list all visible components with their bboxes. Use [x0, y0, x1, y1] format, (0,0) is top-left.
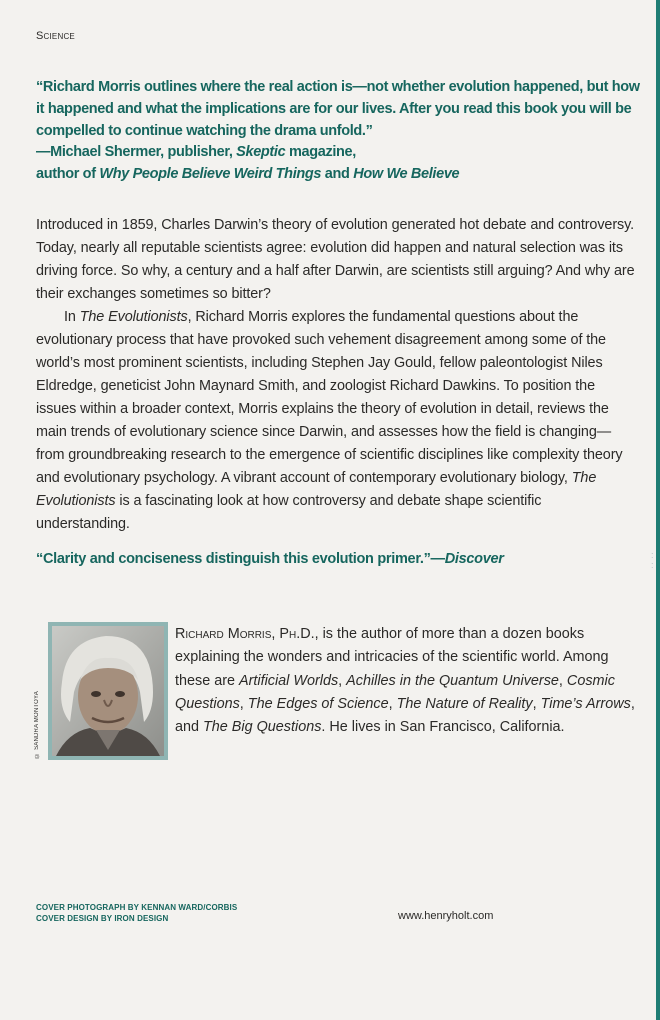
review-quote: [36, 548, 640, 570]
book-title-inline: The Evolutionists: [79, 309, 188, 325]
book-description: [36, 214, 636, 536]
p2-prefix: In: [64, 309, 80, 325]
author-photo: [48, 622, 168, 760]
review-quote-text: “Clarity and conciseness distinguish this evolution primer.”—: [36, 551, 445, 567]
p2-middle: , Richard Morris explores the fundamental questions about the evolutionary process that have provoked such vehement disagreement among some of the world’s most prominent scientists, including Stephen Jay Gould, fellow paleontologist Niles Eldredge, geneticist John Maynard Smith, and zoologist Richard Dawkins. To position the issues within a broader context, Morris explains the theory of evolution in detail, reviews the main trends of evolutionary science since Darwin, and assesses how the field is changing—from groundbreaking research to the emergence of scientific disciplines like complexity theory and evolutionary psychology. A vibrant account of contemporary evolutionary biology,: [36, 309, 623, 486]
author-bio: Richard Morris, Ph.D., is the author of more than a dozen books explaining the wonders and intricacies of the scientific world. Among these are Artificial Worlds, Achilles in the Quantum Universe, Cosmic Questions, The Edges of Science, The Nature of Reality, Time’s Arrows, and The Big Questions. He lives in San Francisco, California.: [175, 626, 635, 736]
bio-sep: ,: [338, 672, 347, 689]
bio-book-e: The Nature of Reality: [396, 695, 533, 712]
publisher-website[interactable]: www.henryholt.com: [398, 910, 494, 922]
author-portrait-image: [48, 622, 168, 760]
bio-sep: , and: [175, 695, 635, 736]
author-degree: Ph.D.: [279, 626, 315, 642]
book-title-2: How We Believe: [353, 166, 460, 183]
bio-sep: ,: [558, 672, 567, 689]
bio-text-2: . He lives in San Francisco, California.: [321, 719, 565, 736]
bio-book-c: Cosmic Questions: [175, 672, 615, 712]
endorsement-attribution: [36, 142, 640, 164]
book-title-1: Why People Believe Weird Things: [99, 166, 322, 183]
category-label: Science: [36, 30, 75, 42]
endorsement-quote: [36, 77, 640, 186]
review-source: Discover: [444, 551, 504, 567]
description-paragraph-1: Introduced in 1859, Charles Darwin’s theory of evolution generated hot debate and controversy. Today, nearly all reputable scientists agree: evolution did happen and natural selection was its driving force. So why, a century and a half after Darwin, are scientists still arguing? And why are their exchanges sometimes so bitter?: [36, 217, 635, 302]
endorsement-quote-text: “Richard Morris outlines where the real action is—not whether evolution happened, but how it happened and what the implications are for our lives. After you read this book you will be compelled to continue watching the drama unfold.”: [36, 79, 640, 139]
edge-marks: : :: [651, 550, 654, 570]
magazine-title: Skeptic: [236, 144, 286, 161]
p2-suffix: is a fascinating look at how controversy and debate shape scientific understanding.: [36, 493, 542, 532]
cover-photo-credit: COVER PHOTOGRAPH BY KENNAN WARD/CORBIS: [36, 903, 238, 912]
cover-design-credit: COVER DESIGN BY IRON DESIGN: [36, 914, 169, 923]
bio-text-1: , is the author of more than a dozen books explaining the wonders and intricacies of the scientific world. Among these are: [175, 626, 609, 689]
photo-credit: © SANDRA MONTOYA: [34, 691, 40, 758]
magazine-suffix: magazine,: [285, 144, 356, 161]
attribution-prefix: —Michael Shermer, publisher,: [36, 144, 237, 161]
description-paragraph-2: [36, 306, 636, 536]
cover-credits: [36, 902, 237, 924]
author-name: Richard Morris: [175, 626, 272, 642]
bio-sep: ,: [388, 695, 397, 712]
bio-book-a: Artificial Worlds: [239, 672, 339, 689]
bio-sep: ,: [532, 695, 541, 712]
book-title-inline-2: The Evolutionists: [36, 470, 597, 509]
right-edge-stripe: [656, 0, 660, 1020]
bio-book-f: Time’s Arrows: [540, 695, 631, 712]
bio-book-b: Achilles in the Quantum Universe: [346, 672, 559, 689]
bio-book-g: The Big Questions: [203, 719, 322, 736]
endorsement-author-books: [36, 164, 640, 186]
author-of: author of: [36, 166, 100, 183]
and-text: and: [321, 166, 354, 183]
bio-sep: ,: [239, 695, 248, 712]
bio-book-d: The Edges of Science: [247, 695, 389, 712]
